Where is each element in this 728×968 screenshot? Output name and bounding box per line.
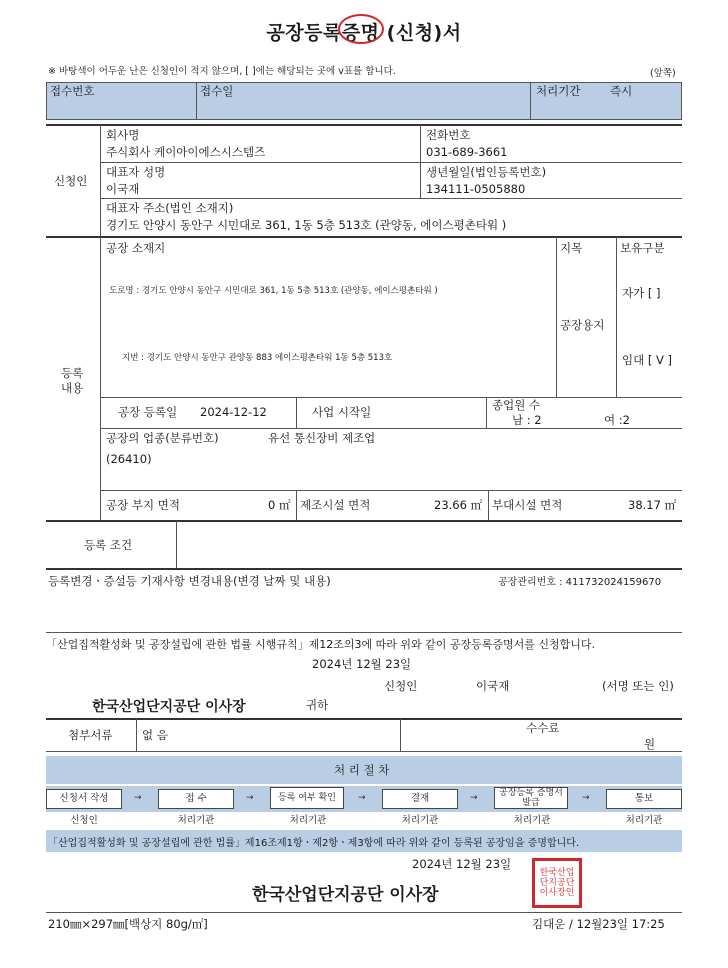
notice-text: ※ 바탕색이 어두운 난은 신청인이 적지 않으며, [ ]에는 해당되는 곳에 v표를 합니다. — [48, 66, 396, 77]
arrow-5: → — [582, 793, 590, 803]
road-address: 도로명 : 경기도 안양시 동안구 시민대로 361, 1동 5층 513호 (관양동, 에이스평촌타워 ) — [109, 286, 438, 296]
mfg-area-value: 23.66 ㎡ — [434, 498, 483, 512]
company-label: 회사명 — [106, 128, 140, 142]
employees-female: 여 :2 — [604, 413, 630, 427]
birth-label: 생년월일(법인등록번호) — [426, 165, 547, 179]
company-value: 주식회사 케이아이에스시스템즈 — [106, 145, 266, 159]
recipient: 한국산업단지공단 이사장 — [92, 699, 246, 715]
arrow-3: → — [358, 793, 366, 803]
title-circled-text: 증명 — [341, 22, 380, 44]
step-actor-4: 처리기관 — [401, 815, 439, 826]
attachments-label: 첨부서류 — [68, 728, 113, 742]
title-part1: 공장등록 — [266, 22, 342, 44]
certification-date: 2024년 12월 23일 — [412, 857, 512, 871]
sign-label: (서명 또는 인) — [602, 679, 674, 693]
period-label: 처리기간 — [536, 84, 581, 98]
factory-location-label: 공장 소재지 — [106, 241, 166, 255]
red-circle-mark — [338, 14, 384, 44]
site-area-value: 0 ㎡ — [268, 498, 291, 512]
applicant-section-label: 신청인 — [54, 174, 88, 188]
conditions-label: 등록 조건 — [84, 538, 133, 552]
registration-label-2: 내용 — [61, 381, 84, 395]
step-actor-5: 처리기관 — [513, 815, 551, 826]
employees-male: 남 : 2 — [512, 413, 542, 427]
handler-info: 김대운 / 12월23일 17:25 — [532, 917, 665, 931]
fee-label: 수수료 — [526, 721, 560, 735]
honorific: 귀하 — [306, 698, 329, 712]
step-approval: 결재 — [382, 789, 458, 809]
phone-value: 031-689-3661 — [426, 145, 508, 159]
applicant-label-sign: 신청인 — [384, 679, 418, 693]
lease-option: 임대 [ V ] — [622, 353, 673, 367]
application-statement: 「산업집적활성화 및 공장설립에 관한 법률 시행규칙」제12조의3에 따라 위와 같이 공장등록증명서를 신청합니다. — [46, 638, 595, 651]
step-actor-6: 처리기관 — [625, 815, 663, 826]
applicant-name: 이국재 — [476, 679, 510, 693]
lot-address: 지번 : 경기도 안양시 동안구 관양동 883 에이스평촌타워 1동 5층 513호 — [122, 353, 393, 363]
rep-label: 대표자 성명 — [106, 165, 166, 179]
registration-label-1: 등록 — [61, 366, 84, 380]
own-option: 자가 [ ] — [622, 286, 661, 300]
receipt-no-label: 접수번호 — [50, 84, 95, 98]
rep-value: 이국재 — [106, 182, 140, 196]
page-side: (앞쪽) — [650, 68, 676, 79]
certification-statement: 「산업집적활성화 및 공장설립에 관한 법률」제16조제1항ㆍ제2항ㆍ제3항에 따라 위와 같이 등록된 공장임을 증명합니다. — [48, 838, 580, 849]
attachments-value: 없 음 — [142, 728, 168, 742]
application-date: 2024년 12월 23일 — [312, 657, 412, 671]
procedure-title: 처 리 절 차 — [334, 763, 390, 777]
mfg-area-label: 제조시설 면적 — [300, 498, 371, 512]
address-value: 경기도 안양시 동안구 시민대로 361, 1동 5층 513호 (관양동, 에이스평촌타워 ) — [106, 218, 507, 232]
step-actor-1: 신청인 — [70, 815, 98, 826]
step-actor-3: 처리기관 — [289, 815, 327, 826]
aux-area-label: 부대시설 면적 — [492, 498, 563, 512]
industry-code: (26410) — [106, 452, 152, 466]
step-application: 신청서 작성 — [46, 789, 122, 809]
birth-value: 134111-0505880 — [426, 182, 526, 196]
industry-value: 유선 통신장비 제조업 — [268, 431, 376, 445]
step-notify: 통보 — [606, 789, 682, 809]
address-label: 대표자 주소(법인 소재지) — [106, 201, 234, 215]
official-seal — [532, 858, 582, 908]
biz-start-label: 사업 시작일 — [312, 405, 372, 419]
land-category-value: 공장용지 — [560, 318, 605, 332]
paper-spec: 210㎜×297㎜[백상지 80g/㎡] — [48, 917, 208, 931]
site-area-label: 공장 부지 면적 — [106, 498, 180, 512]
fee-unit: 원 — [644, 737, 656, 751]
arrow-1: → — [134, 793, 142, 803]
seal-char-grid: 한국산업단지공단이사장인 — [539, 868, 575, 898]
step-check: 등록 여부 확인 — [270, 787, 344, 809]
certification-issuer: 한국산업단지공단 이사장 — [252, 885, 439, 905]
mgmt-no-text: 공장관리번호 : 411732024159670 — [498, 577, 662, 588]
reg-date-label: 공장 등록일 — [118, 405, 178, 419]
employees-label: 종업원 수 — [492, 398, 541, 412]
aux-area-value: 38.17 ㎡ — [628, 498, 677, 512]
period-value: 즉시 — [610, 84, 633, 98]
phone-label: 전화번호 — [426, 128, 471, 142]
reg-date-value: 2024-12-12 — [200, 405, 267, 419]
receipt-date-label: 접수일 — [200, 84, 234, 98]
arrow-2: → — [246, 793, 254, 803]
arrow-4: → — [470, 793, 478, 803]
title-part2: (신청)서 — [379, 22, 462, 44]
step-actor-2: 처리기관 — [177, 815, 215, 826]
step-receipt: 접 수 — [158, 789, 234, 809]
ownership-label: 보유구분 — [620, 241, 665, 255]
receipt-row — [46, 82, 682, 120]
industry-label: 공장의 업종(분류번호) — [106, 431, 219, 445]
land-category-label: 지목 — [560, 241, 583, 255]
step-issue: 공장등록 증명서발급 — [494, 787, 568, 809]
changes-label: 등록변경ㆍ증설등 기재사항 변경내용(변경 날짜 및 내용) — [48, 574, 331, 588]
mgmt-no — [498, 574, 661, 590]
